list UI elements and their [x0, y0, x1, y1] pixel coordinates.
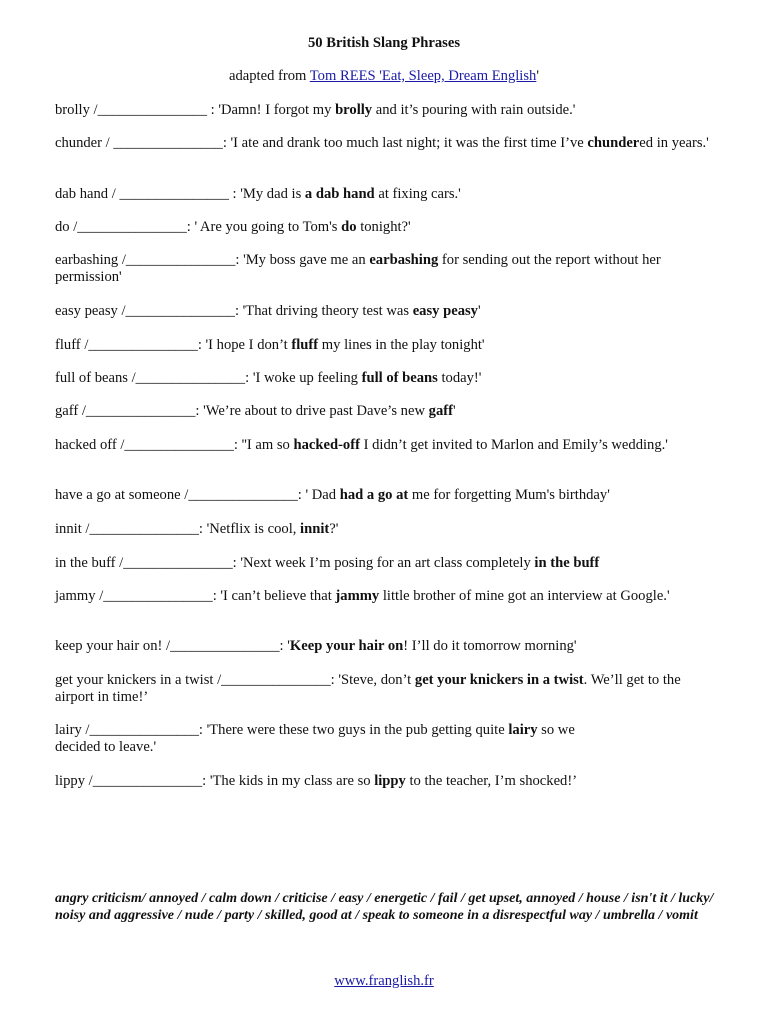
slang-term: innit: [55, 521, 82, 537]
slang-highlight: lairy: [508, 722, 538, 738]
example-text: little brother of mine got an interview at Google.': [379, 588, 670, 604]
answer-blank: / _______________:: [102, 135, 231, 151]
example-text: and it’s pouring with rain outside.': [372, 102, 576, 118]
slang-highlight: Keep your hair on: [289, 638, 404, 654]
answer-blank: /_______________:: [69, 219, 195, 235]
answer-blank: /_______________ :: [89, 102, 219, 118]
slang-term: dab hand: [55, 186, 109, 202]
example-text: 'I ate and drank too much last night; it was the first time I’ve: [230, 135, 588, 151]
word-bank: angry criticism/ annoyed / calm down / criticise / easy / energetic / fail / get upset, annoyed / house / isn't it / lucky/ noisy and aggressive / nude / party / skilled, good at / speak to someone in a disrespectful way / umbrella / vomit: [55, 891, 714, 923]
example-text: ': [477, 303, 481, 319]
answer-blank: /_______________:: [115, 555, 241, 571]
example-text: ed in years.': [639, 135, 709, 151]
slang-term: easy peasy: [55, 303, 118, 319]
example-text: 'I can’t believe that: [220, 588, 336, 604]
example-text: 'Steve, don’t: [338, 672, 415, 688]
example-text: 'My dad is: [240, 186, 305, 202]
page-title: 50 British Slang Phrases: [307, 35, 461, 51]
answer-blank: /_______________:: [213, 672, 339, 688]
slang-term: chunder: [55, 135, 103, 151]
slang-term: gaff: [55, 403, 79, 419]
slang-highlight: had a go at: [339, 487, 409, 503]
slang-term: do: [55, 219, 70, 235]
slang-term: get your knickers in a twist: [55, 672, 214, 688]
example-text: so we: [537, 722, 575, 738]
slang-entry: [55, 487, 715, 504]
example-text: to the teacher, I’m shocked!’: [405, 773, 578, 789]
footer: [0, 973, 768, 990]
example-text: 'Next week I’m posing for an art class completely: [240, 555, 535, 571]
example-text: at fixing cars.': [374, 186, 461, 202]
answer-blank: /_______________:: [180, 487, 306, 503]
slang-entry: [55, 437, 715, 454]
slang-entry: [55, 337, 715, 354]
slang-term: full of beans: [55, 370, 128, 386]
example-text: today!': [437, 370, 482, 386]
example-text: ': [287, 638, 290, 654]
example-text: I didn’t get invited to Marlon and Emily’s wedding.': [359, 437, 668, 453]
slang-highlight: fluff: [291, 337, 319, 353]
subtitle-prefix: adapted from: [229, 68, 310, 84]
slang-highlight: earbashing: [369, 252, 439, 268]
slang-entry: [55, 102, 715, 119]
slang-term: lairy: [55, 722, 82, 738]
slang-term: keep your hair on!: [55, 638, 163, 654]
example-text: 'Damn! I forgot my: [218, 102, 336, 118]
slang-term: hacked off: [55, 437, 117, 453]
example-text: 'I woke up feeling: [252, 370, 362, 386]
slang-highlight: chunder: [587, 135, 640, 151]
example-text: 'The kids in my class are so: [209, 773, 375, 789]
subtitle: [0, 68, 768, 85]
slang-highlight: innit: [300, 521, 330, 537]
example-text: ''I am so: [241, 437, 294, 453]
answer-blank: /_______________:: [80, 337, 206, 353]
slang-highlight: in the buff: [534, 555, 600, 571]
slang-term: jammy: [55, 588, 96, 604]
example-text: ! I’ll do it tomorrow morning': [403, 638, 577, 654]
slang-entry: [55, 370, 715, 387]
slang-entry: [55, 186, 715, 203]
slang-highlight: a dab hand: [304, 186, 375, 202]
answer-blank: /_______________:: [78, 403, 204, 419]
example-text: 'That driving theory test was: [242, 303, 413, 319]
subtitle-suffix: ': [536, 68, 539, 84]
example-text: 'My boss gave me an: [243, 252, 370, 268]
answer-blank: /_______________:: [162, 638, 288, 654]
slang-entry: [55, 722, 715, 756]
slang-highlight: lippy: [374, 773, 406, 789]
answer-blank: /_______________:: [85, 773, 210, 789]
slang-highlight: jammy: [335, 588, 380, 604]
slang-entry: [55, 773, 715, 790]
example-text: for sending out the report without her permission': [55, 252, 661, 285]
example-text: 'I hope I don’t: [205, 337, 292, 353]
slang-term: lippy: [55, 773, 85, 789]
slang-entry: [55, 403, 715, 420]
slang-highlight: do: [341, 219, 357, 235]
example-text: ': [452, 403, 456, 419]
answer-blank: /_______________:: [117, 303, 243, 319]
answer-blank: /_______________:: [81, 521, 207, 537]
slang-term: fluff: [55, 337, 81, 353]
example-text: 'Netflix is cool,: [206, 521, 301, 537]
answer-blank: /_______________:: [118, 252, 244, 268]
slang-entry: [55, 555, 715, 572]
footer-link[interactable]: www.franglish.fr: [334, 973, 434, 989]
slang-entry: [55, 672, 715, 706]
source-link[interactable]: Tom REES 'Eat, Sleep, Dream English: [309, 68, 537, 84]
answer-blank: /_______________:: [95, 588, 221, 604]
slang-entry: [55, 219, 715, 236]
answer-blank: /_______________:: [116, 437, 242, 453]
slang-entry: [55, 638, 715, 655]
slang-highlight: hacked-off: [293, 437, 360, 453]
example-text: ?': [329, 521, 339, 537]
example-text: tonight?': [356, 219, 411, 235]
slang-entry: [55, 303, 715, 320]
slang-highlight: easy peasy: [412, 303, 478, 319]
slang-highlight: brolly: [335, 102, 373, 118]
slang-entry: [55, 521, 715, 538]
slang-entry: [55, 588, 715, 605]
answer-blank: /_______________:: [81, 722, 207, 738]
slang-highlight: full of beans: [361, 370, 438, 386]
slang-entry: [55, 135, 715, 152]
slang-highlight: get your knickers in a twist: [414, 672, 584, 688]
example-text: 'We’re about to drive past Dave’s new: [203, 403, 429, 419]
example-text: ' Dad: [305, 487, 340, 503]
example-text: ' Are you going to Tom's: [194, 219, 342, 235]
example-text: . We’ll get to the airport in time!’: [55, 672, 681, 705]
answer-blank: /_______________:: [127, 370, 253, 386]
slang-term: have a go at someone: [55, 487, 181, 503]
slang-highlight: gaff: [428, 403, 453, 419]
slang-entry: [55, 252, 715, 286]
answer-blank: / _______________ :: [108, 186, 241, 202]
example-text: 'There were these two guys in the pub getting quite: [206, 722, 509, 738]
slang-term: earbashing: [55, 252, 119, 268]
example-text: decided to leave.': [55, 739, 157, 755]
example-text: me for forgetting Mum's birthday': [408, 487, 610, 503]
example-text: my lines in the play tonight': [318, 337, 485, 353]
slang-term: brolly: [55, 102, 90, 118]
slang-term: in the buff: [55, 555, 116, 571]
